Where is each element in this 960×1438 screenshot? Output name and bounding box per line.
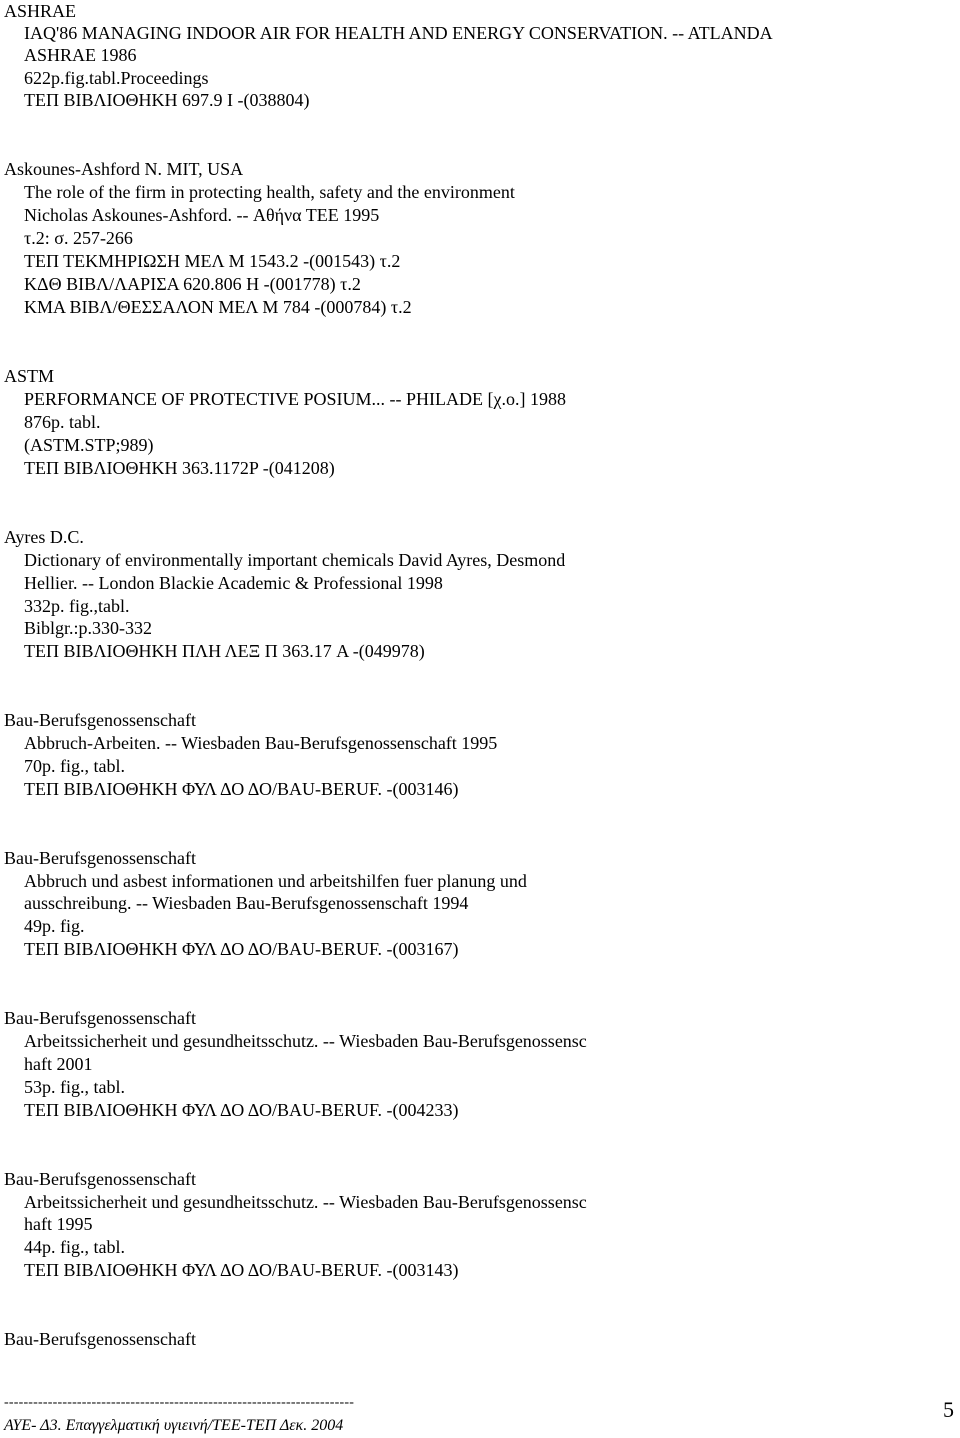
entry-line: ΤΕΠ ΒΙΒΛΙΟΘΗΚΗ ΦΥΛ ΔΟ ΔΟ/BAU-BERUF. -(003167) — [24, 939, 459, 959]
entry-line: (ASTM.STP;989) — [24, 435, 154, 455]
entry-line: Arbeitssicherheit und gesundheitsschutz. -- Wiesbaden Bau-Berufsgenossensc — [24, 1192, 587, 1212]
entry-line: Dictionary of environmentally important chemicals David Ayres, Desmond — [24, 550, 566, 570]
entry-line: ΤΕΠ ΒΙΒΛΙΟΘΗΚΗ ΦΥΛ ΔΟ ΔΟ/BAU-BERUF. -(003143) — [24, 1260, 459, 1280]
entry-line: ΤΕΠ ΒΙΒΛΙΟΘΗΚΗ ΦΥΛ ΔΟ ΔΟ/BAU-BERUF. -(003146) — [24, 779, 459, 799]
entry-line: ausschreibung. -- Wiesbaden Bau-Berufsgenossenschaft 1994 — [24, 893, 469, 913]
entry-heading: Ayres D.C. — [4, 527, 84, 547]
entry-heading: Askounes-Ashford N. MIT, USA — [4, 159, 244, 179]
entry-heading: Bau-Berufsgenossenschaft — [4, 1169, 196, 1189]
entry-line: 70p. fig., tabl. — [24, 756, 125, 776]
entry-line: Biblgr.:p.330-332 — [24, 618, 153, 638]
entry-line: PERFORMANCE OF PROTECTIVE POSIUM... -- PHILADE [χ.ο.] 1988 — [24, 389, 567, 409]
entry-heading: ASTM — [4, 366, 55, 386]
footer-text: ΑΥΕ- Δ3. Επαγγελματική υγιεινή/ΤΕΕ-ΤΕΠ Δεκ. 2004 — [4, 1417, 344, 1434]
entry-line: τ.2: σ. 257-266 — [24, 228, 133, 248]
entry-line: 876p. tabl. — [24, 412, 101, 432]
entry-line: ΤΕΠ ΒΙΒΛΙΟΘΗΚΗ 697.9 I -(038804) — [24, 90, 310, 110]
entry-line: 44p. fig., tabl. — [24, 1237, 125, 1257]
entry-line: ASHRAE 1986 — [24, 45, 137, 65]
entry-heading: Bau-Berufsgenossenschaft — [4, 1329, 196, 1349]
entry-line: ΚΔΘ ΒΙΒΛ/ΛΑΡΙΣΑ 620.806 H -(001778) τ.2 — [24, 274, 361, 294]
footer-rule: ------------------------------------------------------------------------ — [4, 1395, 355, 1410]
entry-line: Hellier. -- London Blackie Academic & Professional 1998 — [24, 573, 443, 593]
entry-heading: Bau-Berufsgenossenschaft — [4, 710, 196, 730]
entry-line: The role of the firm in protecting health, safety and the environment — [24, 182, 515, 202]
entry-line: Abbruch-Arbeiten. -- Wiesbaden Bau-Berufsgenossenschaft 1995 — [24, 733, 498, 753]
entry-line: Nicholas Askounes-Ashford. -- Αθήνα ΤΕΕ 1995 — [24, 205, 380, 225]
entry-heading: ASHRAE — [4, 1, 77, 21]
entry-line: ΤΕΠ ΒΙΒΛΙΟΘΗΚΗ ΠΛΗ ΛΕΞ Π 363.17 A -(049978) — [24, 641, 425, 661]
page-number: 5 — [943, 1397, 954, 1422]
entry-line: Arbeitssicherheit und gesundheitsschutz. -- Wiesbaden Bau-Berufsgenossensc — [24, 1031, 587, 1051]
entry-line: 622p.fig.tabl.Proceedings — [24, 68, 209, 88]
entry-line: IAQ'86 MANAGING INDOOR AIR FOR HEALTH AND ENERGY CONSERVATION. -- ATLANDA — [24, 23, 773, 43]
entry-line: ΤΕΠ ΒΙΒΛΙΟΘΗΚΗ ΦΥΛ ΔΟ ΔΟ/BAU-BERUF. -(004233) — [24, 1100, 459, 1120]
entry-line: 332p. fig.,tabl. — [24, 596, 130, 616]
entry-line: 53p. fig., tabl. — [24, 1077, 125, 1097]
entry-line: ΤΕΠ ΒΙΒΛΙΟΘΗΚΗ 363.1172P -(041208) — [24, 458, 335, 478]
entry-line: 49p. fig. — [24, 916, 85, 936]
entry-line: haft 1995 — [24, 1214, 93, 1234]
entry-line: Abbruch und asbest informationen und arbeitshilfen fuer planung und — [24, 871, 527, 891]
entry-line: haft 2001 — [24, 1054, 93, 1074]
entry-heading: Bau-Berufsgenossenschaft — [4, 1008, 196, 1028]
entry-line: ΤΕΠ ΤΕΚΜΗΡΙΩΣΗ ΜΕΛ Μ 1543.2 -(001543) τ.2 — [24, 251, 401, 271]
entry-heading: Bau-Berufsgenossenschaft — [4, 848, 196, 868]
entry-line: ΚΜΑ ΒΙΒΛ/ΘΕΣΣΑΛΟΝ ΜΕΛ Μ 784 -(000784) τ.2 — [24, 297, 412, 317]
